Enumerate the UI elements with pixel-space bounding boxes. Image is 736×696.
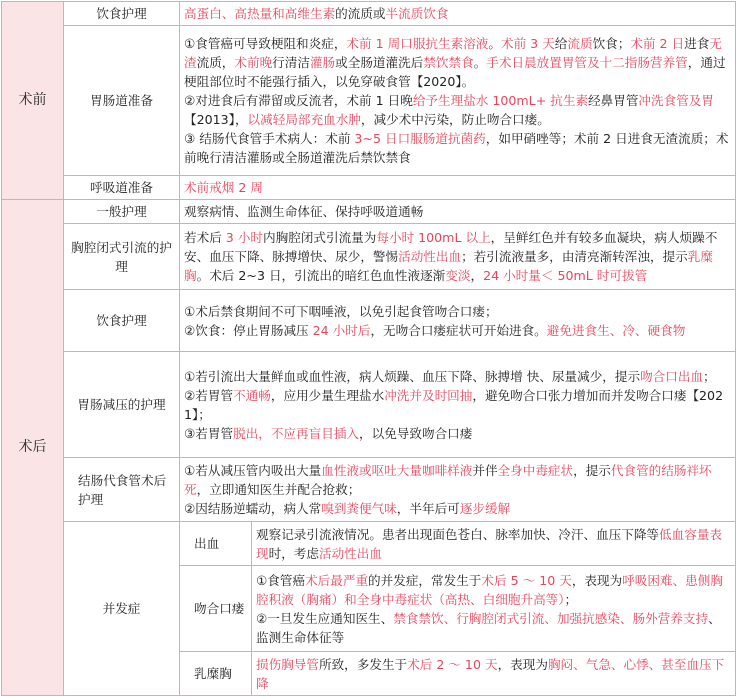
highlighted-text: 以减轻局部充血水肿 xyxy=(247,112,361,127)
highlighted-text: 术前戒烟 2 周 xyxy=(184,180,263,195)
text-segment: 流质， xyxy=(196,55,235,70)
text-segment: 【2013】， xyxy=(184,112,248,127)
text-segment: ，呈鲜红色并有较多血凝块，病人烦躁不安、血压下降、脉搏增快、尿少，警惕 xyxy=(184,230,718,264)
row-label-postop-diet: 饮食护理 xyxy=(64,290,180,352)
text-segment: 进食 xyxy=(684,36,710,51)
complication-label-anastomotic-fistula: 吻合口瘘 xyxy=(180,566,252,652)
highlighted-text: 乳糜胸 xyxy=(184,249,713,283)
text-segment: ； xyxy=(564,591,578,607)
highlighted-text: 避免进食生、冷、硬食物 xyxy=(546,322,686,338)
row-label-colon-care: 结肠代食管术后护理 xyxy=(64,458,180,522)
decompression-para-2 xyxy=(184,386,731,424)
text-segment: ，立即通知医生并配合抢救； xyxy=(196,482,361,497)
complication-content-anastomotic-fistula xyxy=(252,566,736,652)
text-segment: ，表现为 xyxy=(571,572,623,588)
text-segment: 或全肠道灌洗后 xyxy=(335,55,424,70)
text-segment: ②饮食：停止胃肠减压 xyxy=(184,322,313,338)
highlighted-text: 3~5 日口服肠道抗菌药 xyxy=(354,131,486,146)
row-label-gi-prep: 胃肠道准备 xyxy=(64,26,180,176)
highlighted-text: 低血容量表现 xyxy=(256,526,722,561)
decompression-para-3 xyxy=(184,424,731,443)
highlighted-text: 流质 xyxy=(567,36,593,51)
highlighted-text: 损伤胸导管 xyxy=(256,656,319,672)
row-label-general-care: 一般护理 xyxy=(64,200,180,224)
highlighted-text: 24 小时量＜ 50mL 时可拔管 xyxy=(483,268,648,283)
highlighted-text: 无渣 xyxy=(184,36,722,70)
text-segment: 所致，多发生于 xyxy=(318,656,408,672)
highlighted-text: 术后 5 ～ 10 天 xyxy=(481,572,572,588)
text-segment: ， xyxy=(470,268,484,283)
text-segment: ①若引流出大量鲜血或血性液，病人烦躁、血压下降、脉搏增 快、尿量减少，提示 xyxy=(184,368,641,384)
text-segment: 时，考虑 xyxy=(268,545,319,561)
text-segment: 。 xyxy=(488,36,501,51)
colon-care-para-1 xyxy=(184,461,731,499)
text-segment: 饮食； xyxy=(592,36,631,51)
row-content-gi-prep xyxy=(180,26,736,176)
text-segment: 、监测生命体征等 xyxy=(256,610,721,645)
postop-diet-para-1 xyxy=(184,302,731,321)
highlighted-text: 术前 3 天 xyxy=(500,36,555,51)
row-label-chest-drain: 胸腔闭式引流的护理 xyxy=(64,224,180,290)
text-segment: ②一旦发生应通知医生、 xyxy=(256,610,394,626)
highlighted-text: 代食管的结肠袢坏死 xyxy=(184,463,712,497)
highlighted-text: 手术日晨放置胃管及十二指肠营养管 xyxy=(486,55,688,70)
highlighted-text: 术前晚 xyxy=(234,55,273,70)
phase-label-preop: 术前 xyxy=(2,2,64,200)
text-segment: ②对进食后有滞留或反流者，术前 1 日晚 xyxy=(184,93,413,108)
highlighted-text: 给予生理盐水 100mL+ 抗生素 xyxy=(412,93,589,108)
row-content-colon-care xyxy=(180,458,736,522)
postop-diet-para-2 xyxy=(184,321,731,340)
text-segment: ①若从减压管内吸出大量 xyxy=(184,463,322,478)
decompression-para-1 xyxy=(184,367,731,386)
highlighted-text: 血性液或呕吐大量咖啡样液 xyxy=(321,463,473,478)
row-label-decompression: 胃肠减压的护理 xyxy=(64,352,180,458)
highlighted-text: 3 小时 xyxy=(225,230,264,245)
text-segment: ，提示 xyxy=(573,463,611,478)
text-segment: ，应用少量生理盐水 xyxy=(270,387,385,403)
gi-prep-para-1 xyxy=(184,34,731,91)
highlighted-text: 术后 2 ～ 10 天 xyxy=(407,656,498,672)
text-segment: ，表现为 xyxy=(497,656,548,672)
highlighted-text: 高蛋白、高热量和高维生素 xyxy=(184,6,336,21)
highlighted-text: 逐步缓解 xyxy=(459,501,511,516)
text-segment: ，无吻合口瘘症状可开始进食。 xyxy=(370,322,547,338)
row-label-resp-prep: 呼吸道准备 xyxy=(64,176,180,200)
row-content-chest-drain xyxy=(180,224,736,290)
highlighted-text: 每小时 100mL 以上 xyxy=(376,230,491,245)
text-segment: ②若胃管 xyxy=(184,387,234,403)
highlighted-text: 禁食禁饮、行胸腔闭式引流、加强抗感染、肠外营养支持 xyxy=(393,610,709,626)
text-segment: ，避免吻合口张力增加而并发吻合口瘘【2021】； xyxy=(184,387,724,422)
row-label-complications: 并发症 xyxy=(64,522,180,696)
text-segment: 内胸腔闭式引流量为 xyxy=(263,230,377,245)
nursing-care-table xyxy=(1,1,736,696)
row-content-general-care xyxy=(180,200,736,224)
highlighted-text: 冲洗并及时回抽 xyxy=(384,387,473,403)
complication-content-bleeding xyxy=(252,522,736,566)
text-segment: ①食管癌 xyxy=(256,572,306,588)
highlighted-text: 嗅到粪便气味 xyxy=(321,501,397,516)
phase-label-postop: 术后 xyxy=(2,200,64,696)
highlighted-text: 半流质饮食 xyxy=(385,6,449,21)
text-segment: ②因结肠逆蠕动，病人常 xyxy=(184,501,322,516)
text-segment: 经鼻胃管 xyxy=(588,93,639,108)
highlighted-text: 禁饮禁食 xyxy=(423,55,474,70)
text-segment: ；若引流液量多，由清亮渐转浑浊，提示 xyxy=(461,249,688,264)
highlighted-text: 活动性出血 xyxy=(398,249,462,264)
fistula-para-1 xyxy=(256,571,731,609)
complication-label-bleeding: 出血 xyxy=(180,522,252,566)
text-segment: 的并发症，常发生于 xyxy=(368,572,482,588)
highlighted-text: 胸闷、气急、心悸、甚至血压下降 xyxy=(256,656,725,691)
text-segment: ； xyxy=(703,368,716,384)
row-content-postop-diet xyxy=(180,290,736,352)
colon-care-para-2 xyxy=(184,499,731,518)
text-segment: ①食管癌可导致梗阻和炎症， xyxy=(184,36,347,51)
text-segment: 。术后 2~3 日，引流出的暗红色血性液逐渐 xyxy=(196,268,446,283)
text-segment: ，半年后可 xyxy=(396,501,460,516)
text-segment: 行清洁 xyxy=(272,55,310,70)
text-segment: ，减少术中污染，防止吻合口瘘。 xyxy=(360,112,550,127)
fistula-para-2 xyxy=(256,609,731,647)
highlighted-text: 灌肠 xyxy=(309,55,336,70)
text-segment: 。 xyxy=(473,55,487,70)
row-content-resp-prep xyxy=(180,176,736,200)
text-segment: ③ 结肠代食管手术病人：术前 xyxy=(184,131,355,146)
highlighted-text: 术前 1 周口服抗生素溶液 xyxy=(346,36,489,51)
row-label-preop-diet: 饮食护理 xyxy=(64,2,180,26)
highlighted-text: 全身中毒症状 xyxy=(497,463,574,478)
highlighted-text: 活动性出血 xyxy=(318,545,382,561)
highlighted-text: 冲洗食管及胃 xyxy=(638,93,714,108)
text-segment: 若术后 xyxy=(184,230,226,245)
highlighted-text: 术后最严重 xyxy=(305,572,369,588)
text-segment: ③若胃管 xyxy=(184,425,234,441)
row-content-preop-diet xyxy=(180,2,736,26)
complication-content-chylothorax xyxy=(252,652,736,696)
highlighted-text: 术前 2 日 xyxy=(630,36,685,51)
text-segment: 观察病情、监测生命体征、保持呼吸道通畅 xyxy=(184,204,424,219)
highlighted-text: 呼吸困难、患侧胸腔积液（胸痛）和全身中毒症状（高热、白细胞升高等） xyxy=(256,572,723,607)
highlighted-text: 24 小时后 xyxy=(312,322,371,338)
text-segment: 给 xyxy=(554,36,568,51)
complication-label-chylothorax: 乳糜胸 xyxy=(180,652,252,696)
gi-prep-para-2 xyxy=(184,91,731,129)
highlighted-text: 脱出，不应再盲目插入 xyxy=(233,425,360,441)
gi-prep-para-3 xyxy=(184,129,731,167)
text-segment: ①术后禁食期间不可下咽唾液，以免引起食管吻合口瘘； xyxy=(184,303,498,319)
text-segment: 的流质或 xyxy=(335,6,386,21)
highlighted-text: 不通畅 xyxy=(233,387,271,403)
text-segment: 并伴 xyxy=(472,463,498,478)
highlighted-text: 吻合口出血 xyxy=(640,368,704,384)
text-segment: ，如甲硝唑等；术前 2 日进食无渣流质；术前晚行清洁灌肠或全肠道灌洗后禁饮禁食 xyxy=(184,131,729,165)
text-segment: 观察记录引流液情况。患者出现面色苍白、脉率加快、冷汗、血压下降等 xyxy=(256,526,659,542)
text-segment: ，通过梗阻部位时不能强行插入，以免穿破食管【2020】。 xyxy=(184,55,726,89)
text-segment: ，以免导致吻合口瘘 xyxy=(359,425,473,441)
highlighted-text: 变淡 xyxy=(445,268,471,283)
row-content-decompression xyxy=(180,352,736,458)
